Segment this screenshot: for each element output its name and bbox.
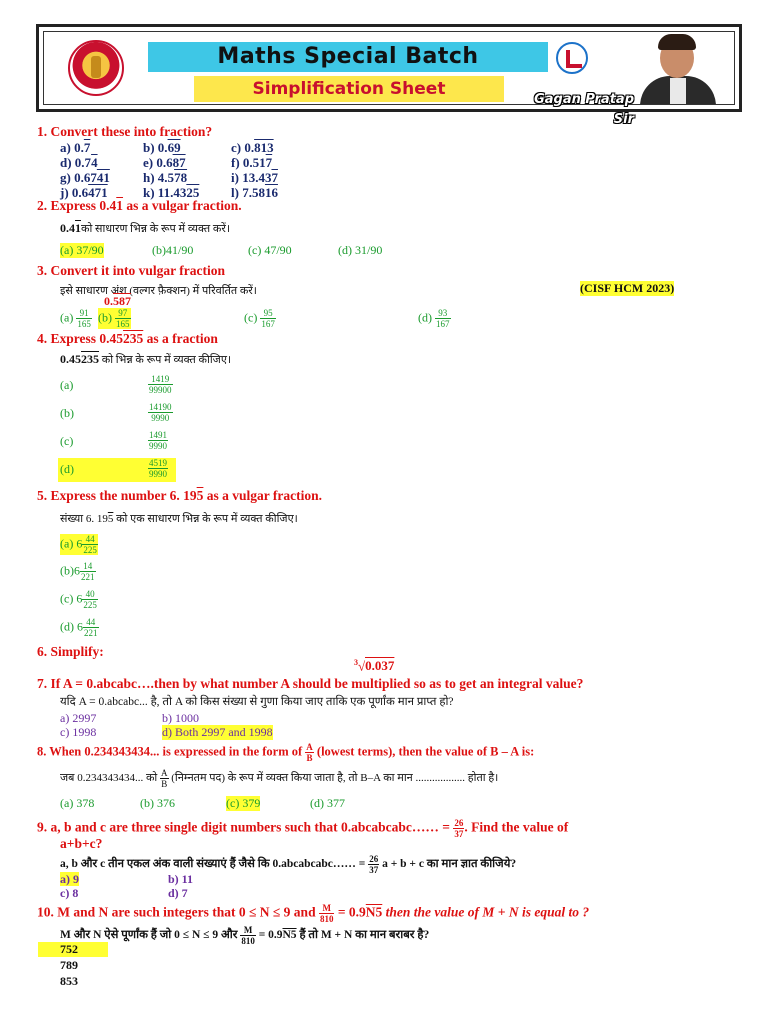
question-1-option: a) 0.7: [60, 140, 91, 155]
question-2-option-c: (c) 47/90: [248, 243, 292, 257]
brand-logo-icon: [556, 42, 588, 74]
question-8-hindi: जब 0.234343434... को $\frac{A}{B}$ (निम्नतम पद) के रूप में व्यक्त किया जाता है, तो B–A का मान .................. होता है।: [60, 768, 499, 789]
question-2-title: 2. Express 0.41 as a vulgar fraction.: [37, 198, 242, 213]
sheet-subtitle: Simplification Sheet: [252, 79, 446, 99]
question-5-option-d: (d) 6 $\frac{44}{221}$: [60, 617, 98, 638]
question-5-title: 5. Express the number 6. 195 as a vulgar fraction.: [37, 488, 323, 503]
question-6-title: 6. Simplify:: [37, 644, 104, 659]
question-4-title: 4. Express 0.45235 as a fraction: [37, 331, 218, 346]
sheet-header: [36, 24, 742, 127]
question-8-option-c: (c) 379: [226, 796, 261, 810]
question-5-hindi: संख्या 6. 195 को एक साधारण भिन्न के रूप में व्यक्त कीजिए।: [60, 513, 298, 525]
question-4-option-b-label: (b): [60, 406, 74, 420]
question-1-title: 1. Convert these into fraction?: [37, 124, 213, 139]
question-5-option-b: (b)6 $\frac{14}{221}$: [60, 561, 95, 582]
question-9-option-b: b) 11: [168, 872, 194, 886]
question-9-title: 9. a, b and c are three single digit numbers such that 0.abcabcabc…… = $\frac{26}{37}$ . Find the value of: [37, 818, 569, 839]
exam-tag: (CISF HCM 2023): [580, 281, 675, 295]
question-5-option-c: (c) 6 $\frac{40}{225}$: [60, 589, 97, 610]
question-4-option-a-label: (a): [60, 378, 74, 392]
question-4-hindi: 0.45235 को भिन्न के रूप में व्यक्त कीजिए।: [60, 352, 232, 366]
question-10-option-1: 752: [38, 942, 108, 957]
question-1-option: e) 0.687: [143, 155, 186, 170]
question-1-option: h) 4.578: [143, 170, 188, 185]
sheet-title: Maths Special Batch: [217, 44, 479, 69]
question-7-option-c: c) 1998: [60, 725, 97, 739]
question-10-title: 10. M and N are such integers that 0 ≤ N ≤ 9 and $\frac{M}{810}$ = 0.9N5 then the value of M + N is equal to ?: [37, 903, 590, 924]
question-4-option-c-label: (c): [60, 434, 74, 448]
question-1-option: i) 13.437: [231, 170, 278, 185]
question-10-option-2: 789: [60, 958, 78, 972]
question-1-option: g) 0.6741: [60, 170, 110, 185]
question-9-option-a: a) 9: [60, 872, 79, 886]
emblem-logo: [68, 40, 124, 96]
question-2-option-d: (d) 31/90: [338, 243, 383, 257]
question-10-option-3: 853: [60, 974, 78, 988]
question-8-option-a: (a) 378: [60, 796, 95, 810]
question-7-title: 7. If A = 0.abcabc….then by what number A should be multiplied so as to get an integral value?: [37, 676, 584, 691]
question-1-option: b) 0.69: [143, 140, 181, 155]
question-10-hindi: M और N ऐसे पूर्णांक हैं जो 0 ≤ N ≤ 9 और $\frac{M}{810}$ = 0.9N5 हैं तो M + N का मान बराबर है?: [60, 925, 430, 946]
question-4-option-a-fraction: $\frac{1419}{99900}$: [149, 374, 172, 395]
question-7-option-b: b) 1000: [162, 711, 199, 725]
subtitle-banner: [194, 76, 504, 102]
question-1-option: l) 7.5816: [231, 185, 278, 200]
teacher-photo: [620, 32, 738, 104]
question-5-option-a: (a) 6 $\frac{44}{225}$: [60, 534, 97, 555]
question-4-option-d-fraction: $\frac{4519}{9990}$: [149, 458, 167, 479]
question-7-hindi: यदि A = 0.abcabc... है, तो A को किस संख्या से गुणा किया जाए ताकि एक पूर्णांक मान प्राप्त हो?: [60, 696, 454, 708]
question-7-option-a: a) 2997: [60, 711, 97, 725]
question-6-expression: $^3$√0.037: [354, 658, 395, 674]
question-2-hindi: 0.41को साधारण भिन्न के रूप में व्यक्त करें।: [60, 221, 230, 235]
question-2-option-a: (a) 37/90: [60, 243, 104, 257]
question-3-hindi: इसे साधारण अंश (वल्गर फ़ैक्शन) में परिवर्तित करें।: [60, 285, 257, 297]
question-1-option: c) 0.813: [231, 140, 274, 155]
question-8-title: 8. When 0.234343434... is expressed in the form of $\frac{A}{B}$ (lowest terms), then the value of B – A is:: [37, 742, 535, 763]
question-9-hindi: a, b और c तीन एकल अंक वाली संख्याएं हैं जैसे कि 0.abcabcabc…… = $\frac{26}{37}$ a + b + c का मान ज्ञात कीजिये?: [60, 854, 517, 875]
question-8-option-b: (b) 376: [140, 796, 175, 810]
question-9-title-line2: a+b+c?: [60, 836, 103, 851]
question-7-option-d: d) Both 2997 and 1998: [162, 725, 273, 739]
question-4-option-b-fraction: $\frac{14190}{9990}$: [149, 402, 172, 423]
question-9-option-c: c) 8: [60, 886, 79, 900]
question-3-option-a: (a) $\frac{91}{165}$: [60, 308, 91, 329]
question-3-option-d: (d) $\frac{93}{167}$: [418, 308, 450, 329]
question-9-option-d: d) 7: [168, 886, 188, 900]
header-frame: [43, 31, 735, 127]
question-4-option-d-label: (d): [60, 462, 74, 476]
question-3-value: 0.587: [104, 294, 131, 308]
question-4-option-c-fraction: $\frac{1491}{9990}$: [149, 430, 167, 451]
question-8-option-d: (d) 377: [310, 796, 345, 810]
question-3-option-c: (c) $\frac{95}{167}$: [244, 308, 275, 329]
question-1-option: d) 0.74: [60, 155, 98, 170]
question-1-option: f) 0.517: [231, 155, 273, 170]
question-2-option-b: (b)41/90: [152, 243, 194, 257]
question-1-option: k) 11.4325: [143, 185, 200, 200]
teacher-name: Gagan Pratap Sir: [534, 92, 634, 127]
question-1-option: j) 0.6471: [60, 185, 108, 200]
title-banner: [148, 42, 548, 72]
question-3-option-b: (b) $\frac{97}{165}$: [98, 308, 130, 329]
question-3-title: 3. Convert it into vulgar fraction: [37, 263, 225, 278]
